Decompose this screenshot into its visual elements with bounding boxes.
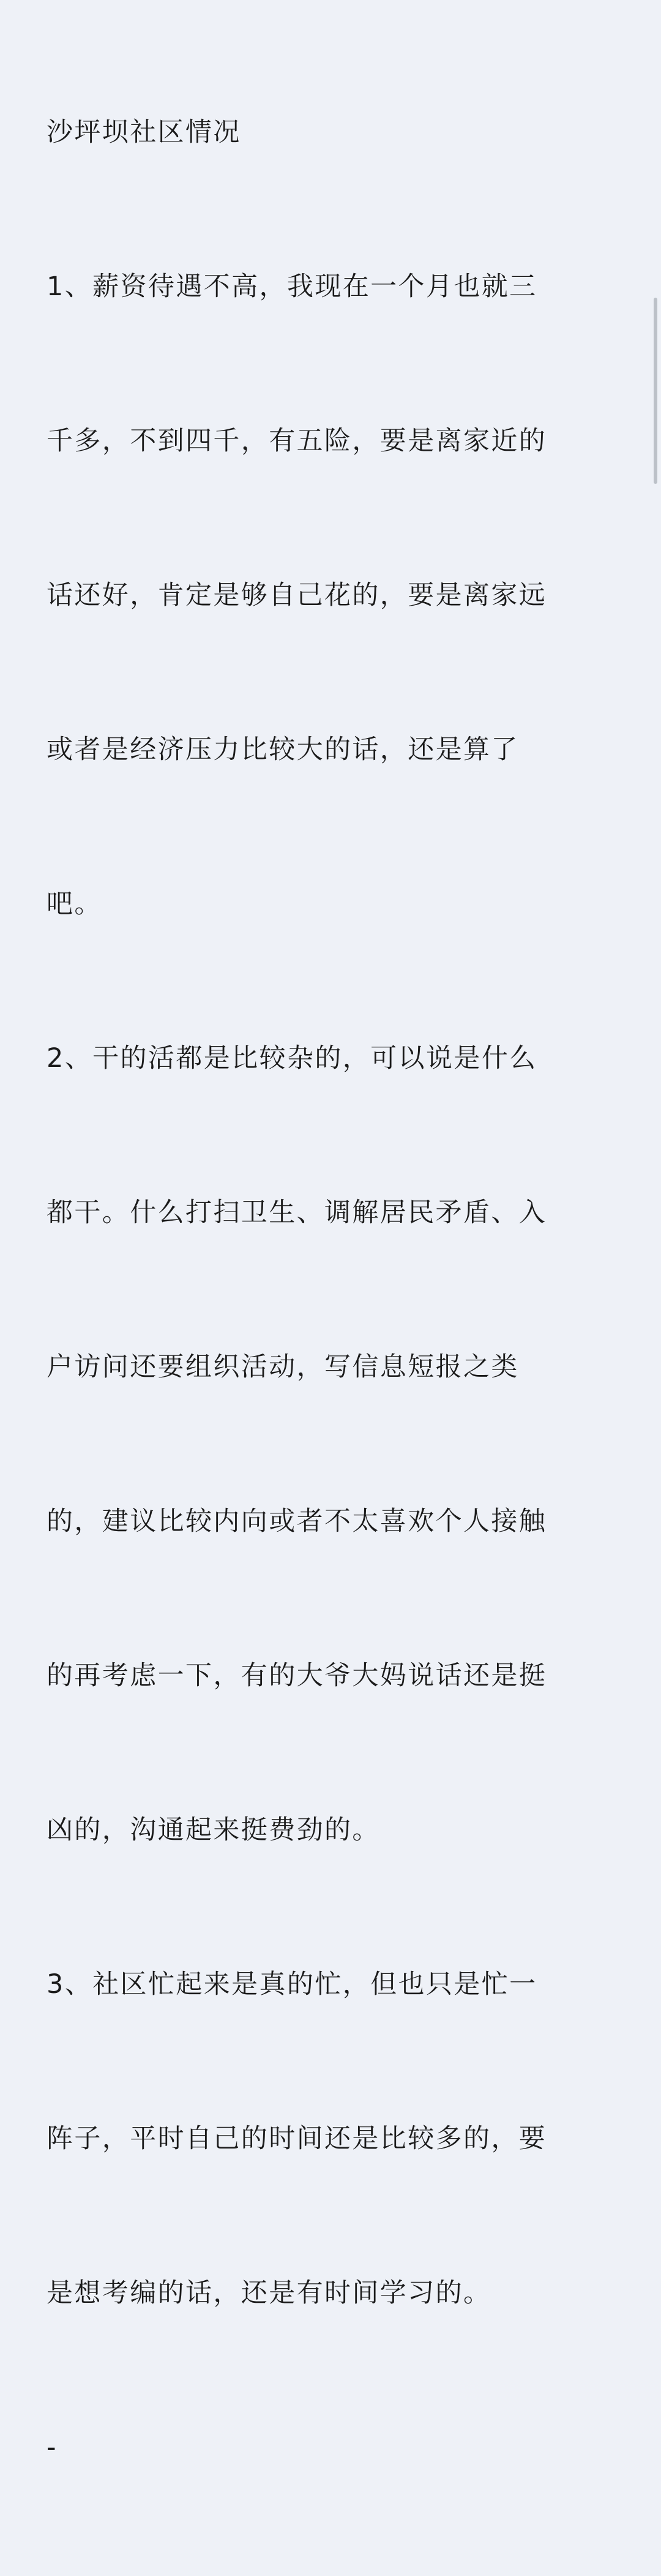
note-line: 3、社区忙起来是真的忙，但也只是忙一 (47, 1969, 537, 2000)
note-line: 是想考编的话，还是有时间学习的。 (47, 2278, 491, 2308)
note-line: 千多，不到四千，有五险，要是离家近的 (47, 426, 547, 456)
note-line: 1、薪资待遇不高，我现在一个月也就三 (47, 271, 537, 302)
note-line: 话还好，肯定是够自己花的，要是离家远 (47, 580, 547, 611)
note-line: 的再考虑一下，有的大爷大妈说话还是挺 (47, 1660, 547, 1691)
note-line: 的，建议比较内向或者不太喜欢个人接触 (47, 1506, 547, 1537)
note-line: 或者是经济压力比较大的话，还是算了 (47, 734, 519, 765)
note-line: 都干。什么打扫卫生、调解居民矛盾、入 (47, 1197, 547, 1228)
note-line: 凶的，沟通起来挺费劲的。 (47, 1815, 380, 1845)
note-line: 户访问还要组织活动，写信息短报之类 (47, 1352, 519, 1382)
note-line: 阵子，平时自己的时间还是比较多的，要 (47, 2123, 547, 2154)
note-title: 沙坪坝社区情况 (47, 117, 241, 148)
note-line: - (47, 2432, 58, 2463)
note-line: 2、干的活都是比较杂的，可以说是什么 (47, 1043, 537, 1074)
note-body[interactable] (47, 4, 616, 2576)
vertical-scrollbar[interactable] (654, 298, 657, 484)
note-line: 吧。 (47, 889, 102, 919)
